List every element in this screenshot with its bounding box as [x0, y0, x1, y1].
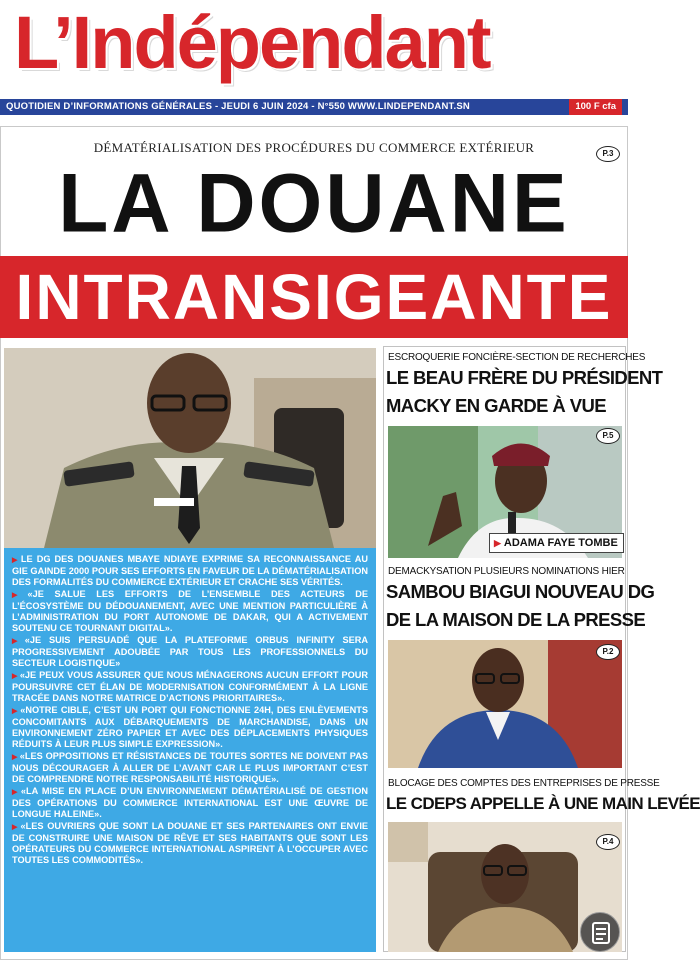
newspaper-logo: L’Indépendant	[14, 1, 490, 84]
masthead	[0, 0, 628, 100]
lead-paragraph: ▶ «JE SUIS PERSUADÉ QUE LA PLATEFORME ORBUS INFINITY SERA PROGRESSIVEMENT ADOUBÉE PAR TOUS LES PROFESSIONNELS DU SECTEUR LOGISTIQUE»	[12, 635, 368, 669]
lead-paragraph: ▶ «JE PEUX VOUS ASSURER QUE NOUS MÉNAGERONS AUCUN EFFORT POUR POURSUIVRE CET ÉLAN DE MODERNISATION CONFORMÉMENT À LA LIGNE TRACÉE DANS NOTRE MATRICE D’ACTIONS PRIORITAIRES».	[12, 670, 368, 704]
story-2-title-line-1: SAMBOU BIAGUI NOUVEAU DG	[386, 581, 655, 602]
main-page-ref: P.3	[596, 146, 620, 162]
lead-paragraph: ▶ «NOTRE CIBLE, C’EST UN PORT QUI FONCTIONNE 24H, DES ENLÈVEMENTS CONCOMITANTS AUX DÉBARQUEMENTS DE MARCHANDISE, DANS UN ENVIRONNEMENT ZÉRO PAPIER ET AVEC DES DÉPLACEMENTS PHYSIQUES RÉDUITS À LEUR PLUS SIMPLE EXPRESSION».	[12, 705, 368, 750]
story-2-page-ref: P.2	[596, 644, 620, 660]
story-1-title-line-2: MACKY EN GARDE À VUE	[386, 395, 606, 416]
story-3-kicker: BLOCAGE DES COMPTES DES ENTREPRISES DE PRESSE	[388, 778, 660, 789]
story-3-page-ref: P.4	[596, 834, 620, 850]
lead-paragraph: ▶ «JE SALUE LES EFFORTS DE L’ENSEMBLE DES ACTEURS DE L’ÉCOSYSTÈME DU DÉDOUANEMENT, AVEC UNE MENTION PARTICULIÈRE À L’ADMINISTRATION DU PORT AUTONOME DE DAKAR, QUI A ACTIVEMENT SOUTENU CE TOURNANT DIGITAL».	[12, 589, 368, 634]
price-badge: 100 F cfa	[569, 99, 622, 115]
story-2-title-line-2: DE LA MAISON DE LA PRESSE	[386, 609, 646, 630]
story-2-photo	[388, 640, 622, 768]
story-1-caption: ▶ ADAMA FAYE TOMBE	[489, 533, 624, 553]
story-3-title: LE CDEPS APPELLE À UNE MAIN LEVÉE	[386, 794, 700, 813]
story-1-page-ref: P.5	[596, 428, 620, 444]
lead-paragraph: ▶ LE DG DES DOUANES MBAYE NDIAYE EXPRIME SA RECONNAISSANCE AU GIE GAINDE 2000 POUR SES EFFORTS EN FAVEUR DE LA DÉMATÉRIALISATION DES FORMALITÉS DU COMMERCE EXTÉRIEUR ET CRACHE SES VÉRITÉS.	[12, 554, 368, 588]
main-headline: LA DOUANE	[58, 157, 570, 250]
story-1-title-line-1: LE BEAU FRÈRE DU PRÉSIDENT	[386, 367, 663, 388]
main-subhead: INTRANSIGEANTE	[15, 261, 613, 333]
lead-paragraph: ▶ «LA MISE EN PLACE D’UN ENVIRONNEMENT DÉMATÉRIALISÉ DE GESTION DES OPÉRATIONS DU COMMERCE INTERNATIONAL EST UNE ŒUVRE DE LONGUE HALEINE».	[12, 786, 368, 820]
lead-article-panel	[4, 548, 376, 952]
dateline-bar	[0, 99, 628, 115]
lead-photo	[4, 348, 376, 548]
document-list-icon	[581, 913, 621, 953]
lead-paragraph: ▶ «LES OPPOSITIONS ET RÉSISTANCES DE TOUTES SORTES NE DOIVENT PAS NOUS DÉCOURAGER À ALLER DE L’AVANT CAR LE PLUS IMPORTANT C’EST DE COMPRENDRE NOTRE RESPONSABILITÉ HISTORIQUE».	[12, 751, 368, 785]
story-2-kicker: DEMACKYSATION PLUSIEURS NOMINATIONS HIER	[388, 566, 625, 577]
floating-menu-button[interactable]	[580, 912, 620, 952]
customs-director-portrait	[4, 348, 376, 548]
story-1-kicker: ESCROQUERIE FONCIÈRE-SECTION DE RECHERCHES	[388, 352, 646, 363]
lead-paragraph: ▶ «LES OUVRIERS QUE SONT LA DOUANE ET SES PARTENAIRES ONT ENVIE DE CONSTRUIRE UNE MAISON DE RÊVE ET SES HABITANTS QUE SONT LES OPÉRATEURS DU COMMERCE INTERNATIONAL ASPIRENT À L’OCCUPER AVEC TOUTES LES COMMODITÉS».	[12, 821, 368, 866]
sambou-biagui-photo	[388, 640, 622, 768]
dateline-text: QUOTIDIEN D’INFORMATIONS GÉNÉRALES - JEUDI 6 JUIN 2024 - N°550 WWW.LINDEPENDANT.SN	[6, 101, 470, 112]
main-kicker: DÉMATÉRIALISATION DES PROCÉDURES DU COMMERCE EXTÉRIEUR	[93, 140, 535, 155]
